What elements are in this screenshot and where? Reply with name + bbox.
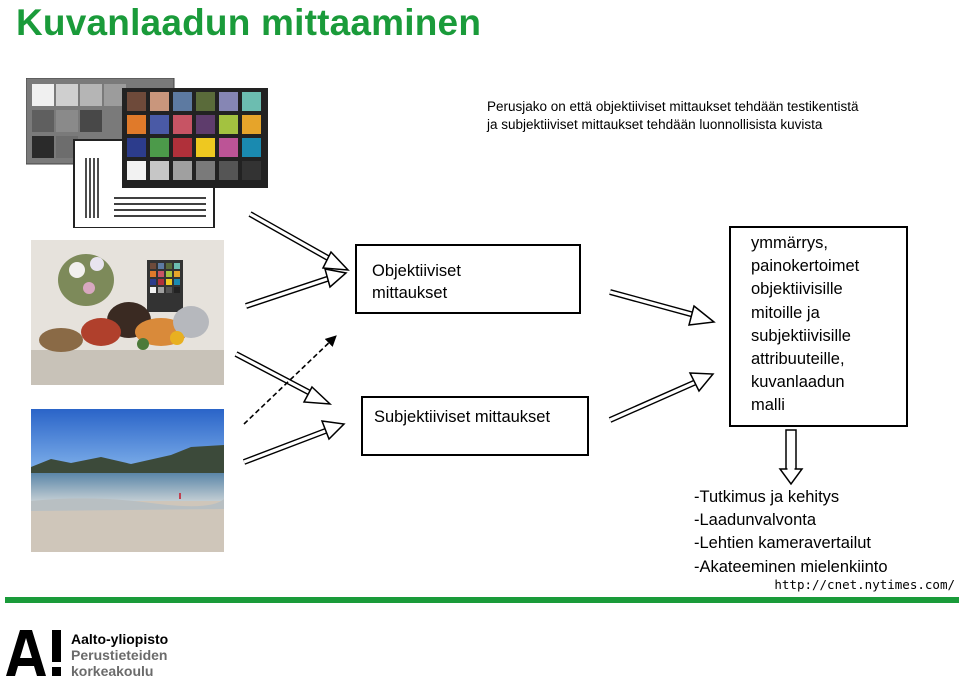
source-url: http://cnet.nytimes.com/ xyxy=(774,577,955,592)
objective-label-line-2: mittaukset xyxy=(372,284,448,302)
intro-line-2: ja subjektiiviset mittaukset tehdään luonnollisista kuvista xyxy=(487,117,823,132)
arrow-subjective-to-result xyxy=(610,373,713,420)
arrow-beach-to-subjective xyxy=(244,421,344,462)
arrow-result-to-uses xyxy=(780,430,802,484)
arrow-still-life-to-objective xyxy=(246,269,346,306)
aalto-logo-icon xyxy=(6,630,66,676)
test-charts-image xyxy=(26,78,268,228)
result-line-3: objektiivisille xyxy=(751,280,843,299)
green-divider xyxy=(5,597,959,603)
still-life-image xyxy=(31,240,224,385)
subjective-label: Subjektiiviset mittaukset xyxy=(374,408,551,426)
uses-list xyxy=(694,486,888,579)
arrow-still-life-to-subjective xyxy=(236,354,330,404)
result-line-7: kuvanlaadun xyxy=(751,373,845,392)
uses-item: -Lehtien kameravertailut xyxy=(694,534,872,553)
result-box xyxy=(729,226,908,427)
subjective-measurements-box xyxy=(361,396,589,456)
intro-line-1: Perusjako on että objektiiviset mittaukset tehdään testikentistä xyxy=(487,99,859,114)
result-line-6: attribuuteille, xyxy=(751,350,845,369)
uses-item: -Akateeminen mielenkiinto xyxy=(694,557,888,576)
result-line-2: painokertoimet xyxy=(751,257,860,276)
dashed-arrow-beach-to-objective xyxy=(244,336,336,424)
result-line-4: mitoille ja xyxy=(751,303,820,322)
intro-text xyxy=(487,98,927,134)
result-line-1: ymmärrys, xyxy=(751,234,828,252)
result-line-8: malli xyxy=(751,396,785,415)
result-line-5: subjektiivisille xyxy=(751,326,851,345)
logo-university: Aalto-yliopisto xyxy=(71,631,169,647)
uses-item: -Laadunvalvonta xyxy=(694,511,817,530)
objective-label-line-1: Objektiiviset xyxy=(372,262,461,280)
logo-school-line-1: Perustieteiden xyxy=(71,647,168,663)
beach-image xyxy=(31,409,224,552)
logo-school-line-2: korkeakoulu xyxy=(71,663,154,679)
page-title: Kuvanlaadun mittaaminen xyxy=(16,2,482,43)
objective-measurements-box xyxy=(355,244,581,314)
uses-item: -Tutkimus ja kehitys xyxy=(694,488,840,506)
arrow-objective-to-result xyxy=(610,292,714,325)
logo-text xyxy=(71,631,168,679)
